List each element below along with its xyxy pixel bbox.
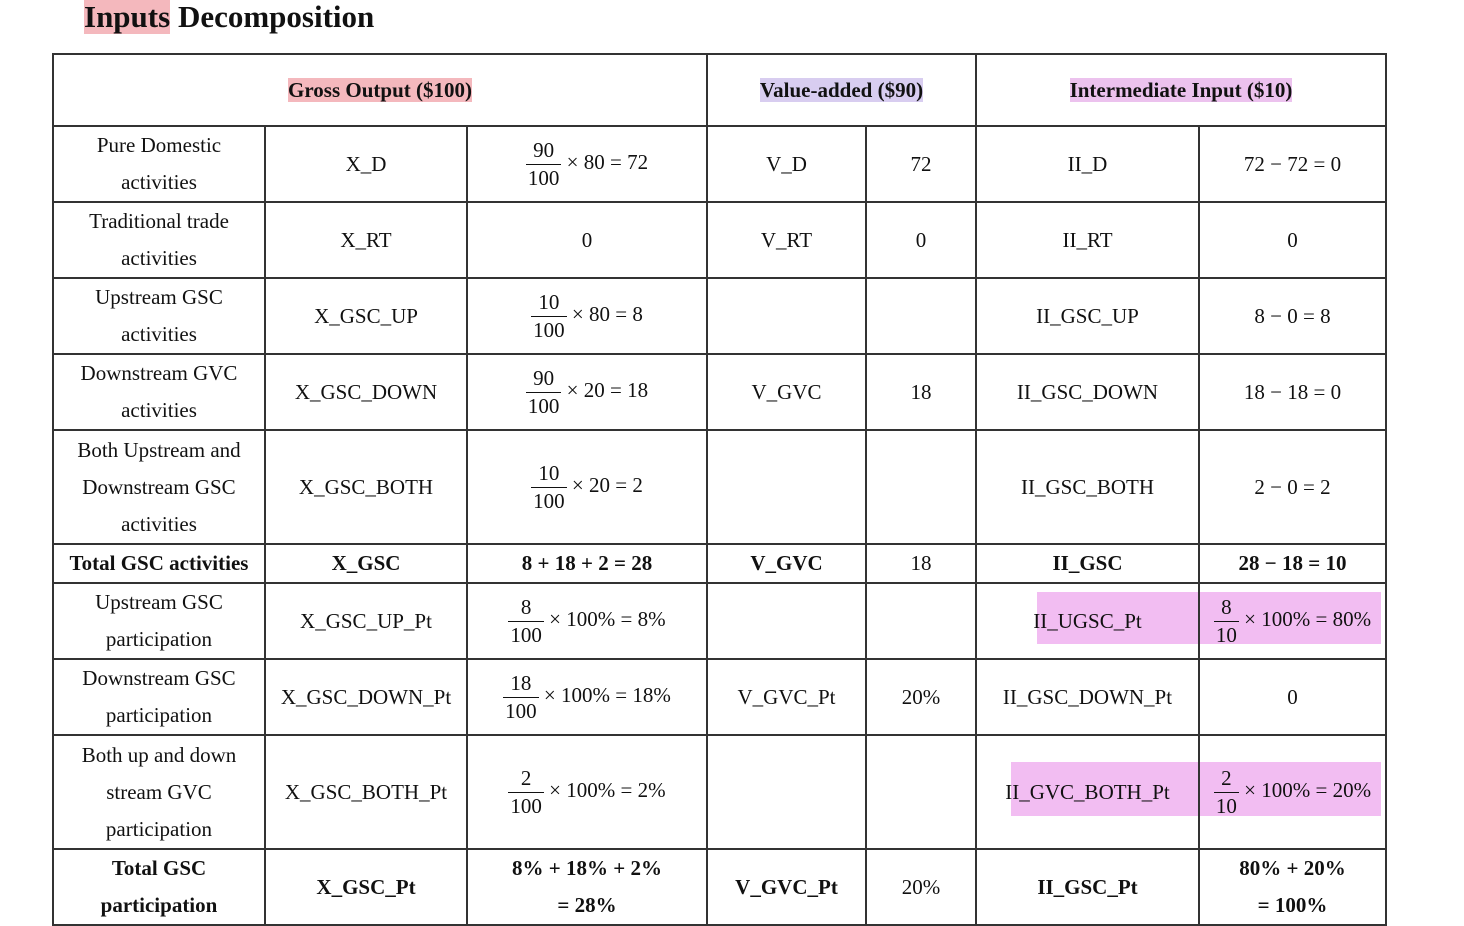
ii-value: 72 − 72 = 0 bbox=[1199, 126, 1386, 202]
ii-variable: II_GSC_Pt bbox=[976, 849, 1199, 925]
row-label: Total GSC participation bbox=[53, 849, 265, 925]
table-row bbox=[53, 583, 1386, 659]
ii-value: $\frac{8}{10}$ × 100% = 80% bbox=[1199, 583, 1386, 659]
v-variable bbox=[707, 735, 866, 849]
ii-value: $\frac{2}{10}$ × 100% = 20% bbox=[1199, 735, 1386, 849]
ii-variable: II_GVC_BOTH_Pt bbox=[976, 735, 1199, 849]
ii-variable: II_D bbox=[976, 126, 1199, 202]
v-value: 20% bbox=[866, 659, 976, 735]
row-label: Downstream GSC participation bbox=[53, 659, 265, 735]
header-row bbox=[53, 54, 1386, 126]
v-variable bbox=[707, 278, 866, 354]
ii-value: 8 − 0 = 8 bbox=[1199, 278, 1386, 354]
x-formula: $\frac{90}{100}$ × 80 = 72 bbox=[467, 126, 707, 202]
ii-value: 0 bbox=[1199, 202, 1386, 278]
row-label: Traditional trade activities bbox=[53, 202, 265, 278]
v-variable: V_GVC_Pt bbox=[707, 849, 866, 925]
x-formula: 8% + 18% + 2% = 28% bbox=[467, 849, 707, 925]
v-value: 72 bbox=[866, 126, 976, 202]
v-value: 18 bbox=[866, 544, 976, 583]
table-row-total bbox=[53, 544, 1386, 583]
table-row bbox=[53, 126, 1386, 202]
x-formula: 8 + 18 + 2 = 28 bbox=[467, 544, 707, 583]
title-rest: Decomposition bbox=[170, 0, 375, 34]
page-title bbox=[84, 0, 374, 34]
ii-variable: II_RT bbox=[976, 202, 1199, 278]
ii-variable: II_GSC_UP bbox=[976, 278, 1199, 354]
x-variable: X_GSC bbox=[265, 544, 467, 583]
x-formula: $\frac{90}{100}$ × 20 = 18 bbox=[467, 354, 707, 430]
x-formula: 0 bbox=[467, 202, 707, 278]
v-variable: V_GVC bbox=[707, 544, 866, 583]
v-variable bbox=[707, 430, 866, 544]
x-variable: X_RT bbox=[265, 202, 467, 278]
header-value-added: Value-added ($90) bbox=[707, 54, 976, 126]
x-variable: X_GSC_DOWN bbox=[265, 354, 467, 430]
table-row bbox=[53, 735, 1386, 849]
v-value: 18 bbox=[866, 354, 976, 430]
title-highlight: Inputs bbox=[84, 0, 171, 34]
table-row bbox=[53, 278, 1386, 354]
table-row bbox=[53, 659, 1386, 735]
x-formula: $\frac{8}{100}$ × 100% = 8% bbox=[467, 583, 707, 659]
table-row-total bbox=[53, 849, 1386, 925]
ii-value: 80% + 20% = 100% bbox=[1199, 849, 1386, 925]
header-intermediate-input: Intermediate Input ($10) bbox=[976, 54, 1386, 126]
ii-value: 18 − 18 = 0 bbox=[1199, 354, 1386, 430]
v-variable: V_GVC_Pt bbox=[707, 659, 866, 735]
header-gross-output: Gross Output ($100) bbox=[53, 54, 707, 126]
ii-value: 2 − 0 = 2 bbox=[1199, 430, 1386, 544]
table-row bbox=[53, 354, 1386, 430]
row-label: Both up and down stream GVC participation bbox=[53, 735, 265, 849]
v-value bbox=[866, 735, 976, 849]
v-variable: V_GVC bbox=[707, 354, 866, 430]
ii-variable: II_GSC bbox=[976, 544, 1199, 583]
x-variable: X_GSC_UP bbox=[265, 278, 467, 354]
table-row bbox=[53, 202, 1386, 278]
x-variable: X_GSC_DOWN_Pt bbox=[265, 659, 467, 735]
x-formula: $\frac{10}{100}$ × 80 = 8 bbox=[467, 278, 707, 354]
ii-variable: II_GSC_DOWN_Pt bbox=[976, 659, 1199, 735]
row-label: Both Upstream and Downstream GSC activities bbox=[53, 430, 265, 544]
ii-variable: II_GSC_DOWN bbox=[976, 354, 1199, 430]
x-formula: $\frac{18}{100}$ × 100% = 18% bbox=[467, 659, 707, 735]
v-value: 20% bbox=[866, 849, 976, 925]
row-label: Upstream GSC activities bbox=[53, 278, 265, 354]
x-formula: $\frac{10}{100}$ × 20 = 2 bbox=[467, 430, 707, 544]
v-variable: V_RT bbox=[707, 202, 866, 278]
ii-value: 28 − 18 = 10 bbox=[1199, 544, 1386, 583]
x-variable: X_GSC_Pt bbox=[265, 849, 467, 925]
decomposition-table bbox=[52, 53, 1387, 926]
v-variable bbox=[707, 583, 866, 659]
v-value bbox=[866, 430, 976, 544]
v-value bbox=[866, 278, 976, 354]
ii-variable: II_UGSC_Pt bbox=[976, 583, 1199, 659]
ii-variable: II_GSC_BOTH bbox=[976, 430, 1199, 544]
row-label: Pure Domestic activities bbox=[53, 126, 265, 202]
table-row bbox=[53, 430, 1386, 544]
x-formula: $\frac{2}{100}$ × 100% = 2% bbox=[467, 735, 707, 849]
row-label: Total GSC activities bbox=[53, 544, 265, 583]
ii-value: 0 bbox=[1199, 659, 1386, 735]
v-variable: V_D bbox=[707, 126, 866, 202]
x-variable: X_D bbox=[265, 126, 467, 202]
v-value bbox=[866, 583, 976, 659]
row-label: Upstream GSC participation bbox=[53, 583, 265, 659]
x-variable: X_GSC_BOTH bbox=[265, 430, 467, 544]
x-variable: X_GSC_BOTH_Pt bbox=[265, 735, 467, 849]
x-variable: X_GSC_UP_Pt bbox=[265, 583, 467, 659]
row-label: Downstream GVC activities bbox=[53, 354, 265, 430]
v-value: 0 bbox=[866, 202, 976, 278]
